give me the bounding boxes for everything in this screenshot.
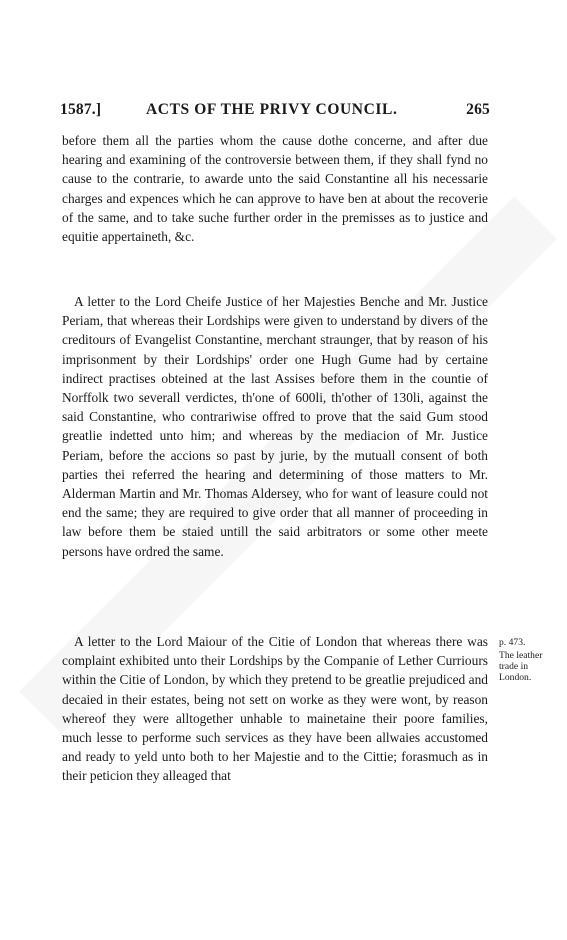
paragraph-letter-lord-maiour: A letter to the Lord Maiour of the Citie of London that whereas there was complaint exhibited unto their Lordships by the Companie of Lether Curriours within the Citie of London, by which they pretend to be greatlie prejudiced and decaied in their estates, being not sett on worke as they were wont, by reason whereof they were alltogether unhable to mainetaine their poore families, much lesse to performe such services as they have been allwaies accustomed and ready to yeld unto both to her Majestie and to the Cittie; forasmuch as in their peticion they alleaged that xyxy=(62,634,488,784)
margin-note-reference: p. 473. xyxy=(499,637,526,648)
margin-note-line: trade in xyxy=(499,661,529,672)
paragraph-letter-lord-cheife-justice: A letter to the Lord Cheife Justice of her Majesties Benche and Mr. Justice Periam, that whereas their Lordships were given to understand by divers of the creditours of Evangelist Constantine, merchant straunger, that by reason of his imprisonment by their Lordships' order one Hugh Gume had by certaine indirect practises obteined at the last Assises before them in the countie of Norffolk two severall verdictes, th'one of 600li, th'other of 130li, against the said Constantine, who contrariwise offred to prove that the said Gum stood greatlie indetted unto him; and whereas by the mediacion of Mr. Justice Periam, before the accions so past by jurie, by the mutuall consent of both parties thei referred the hearing and determining of those matters to Mr. Alderman Martin and Mr. Thomas Aldersey, who for want of leasure could not end the same; they are required to give order that all manner of proceeding in law before them be staied untill the said arbitrators or some other meete persons have ordred the same. xyxy=(62,294,488,559)
running-head-title: ACTS OF THE PRIVY COUNCIL. xyxy=(146,101,398,118)
page-number: 265 xyxy=(466,101,490,118)
margin-note-line: London. xyxy=(499,672,532,683)
margin-note xyxy=(499,637,563,683)
running-head xyxy=(60,101,490,125)
margin-note-line: The leather xyxy=(499,650,543,661)
paragraph-continuation: before them all the parties whom the cause dothe concerne, and after due hearing and examining of the controversie between them, if they shall fynd no cause to the contrarie, to awarde unto the said Constantine all his necessarie charges and expences which he can approve to have ben at about the recoverie of the same, and to take suche further order in the premisses as to justice and equitie appertaineth, &c. xyxy=(62,133,488,245)
running-head-year: 1587.] xyxy=(60,101,102,118)
